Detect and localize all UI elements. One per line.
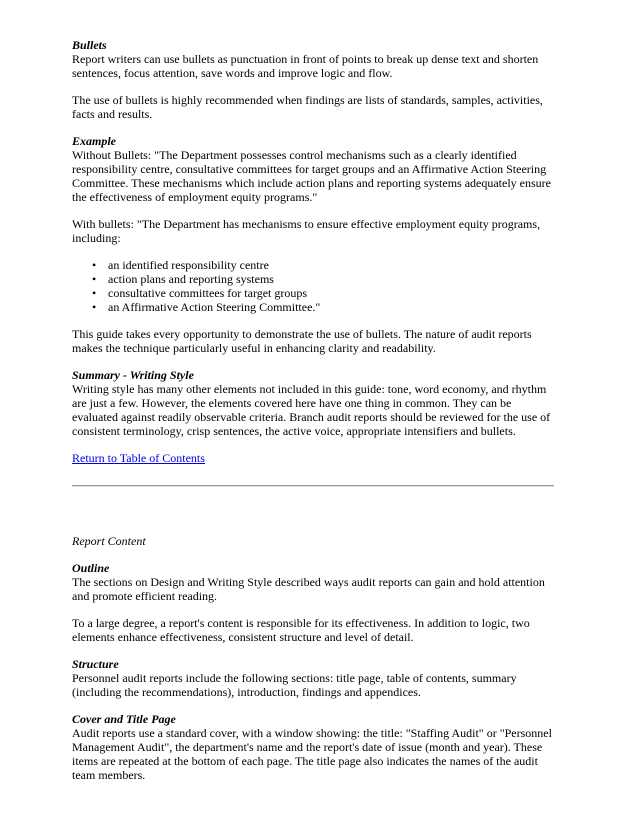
outline-heading: Outline [72,561,110,575]
structure-paragraph: Personnel audit reports include the following sections: title page, table of contents, summary (including the recommendations), introduction, findings and appendices. [72,671,517,699]
structure-heading: Structure [72,657,119,671]
example-paragraph-2: With bullets: "The Department has mechanisms to ensure effective employment equity programs, including: [72,217,541,245]
summary-paragraph: Writing style has many other elements not included in this guide: tone, word economy, and rhythm are just a few. However, the elements covered here have one thing in common. They can be evaluated against readily observable criteria. Branch audit reports should be reviewed for the use of consistent terminology, crisp sentences, the active voice, appropriate intensifiers and bullets. [72,382,551,438]
example-heading: Example [72,134,116,148]
list-item: • action plans and reporting systems [72,272,552,286]
example-bullet-list [72,258,552,314]
return-to-toc-link[interactable]: Return to Table of Contents [72,451,205,465]
list-item: • consultative committees for target groups [72,286,552,300]
document-page [72,38,552,782]
outline-paragraph-1: The sections on Design and Writing Style described ways audit reports can gain and hold attention and promote efficient reading. [72,575,545,603]
cover-title-page-heading: Cover and Title Page [72,712,176,726]
outline-paragraph-2: To a large degree, a report's content is responsible for its effectiveness. In addition to logic, two elements enhance effectiveness, consistent structure and level of detail. [72,616,530,644]
example-paragraph-1: Without Bullets: "The Department possesses control mechanisms such as a clearly identified responsibility centre, consultative committees for target groups and an Affirmative Action Steering Committee. These mechanisms which include action plans and reporting systems adequately ensure the effectiveness of employment equity programs." [72,148,551,204]
bullets-heading: Bullets [72,38,107,52]
list-item: • an Affirmative Action Steering Committee." [72,300,552,314]
bullets-paragraph-1: Report writers can use bullets as punctuation in front of points to break up dense text and shorten sentences, focus attention, save words and improve logic and flow. [72,52,539,80]
example-paragraph-3: This guide takes every opportunity to demonstrate the use of bullets. The nature of audit reports makes the technique particularly useful in enhancing clarity and readability. [72,327,532,355]
list-item: • an identified responsibility centre [72,258,552,272]
report-content-title: Report Content [72,534,146,548]
bullets-paragraph-2: The use of bullets is highly recommended when findings are lists of standards, samples, activities, facts and results. [72,93,543,121]
summary-heading: Summary - Writing Style [72,368,194,382]
cover-paragraph: Audit reports use a standard cover, with a window showing: the title: "Staffing Audit" or "Personnel Management Audit", the department's name and the report's date of issue (month and year). These items are repeated at the bottom of each page. The title page also indicates the names of the audit team members. [72,726,552,782]
